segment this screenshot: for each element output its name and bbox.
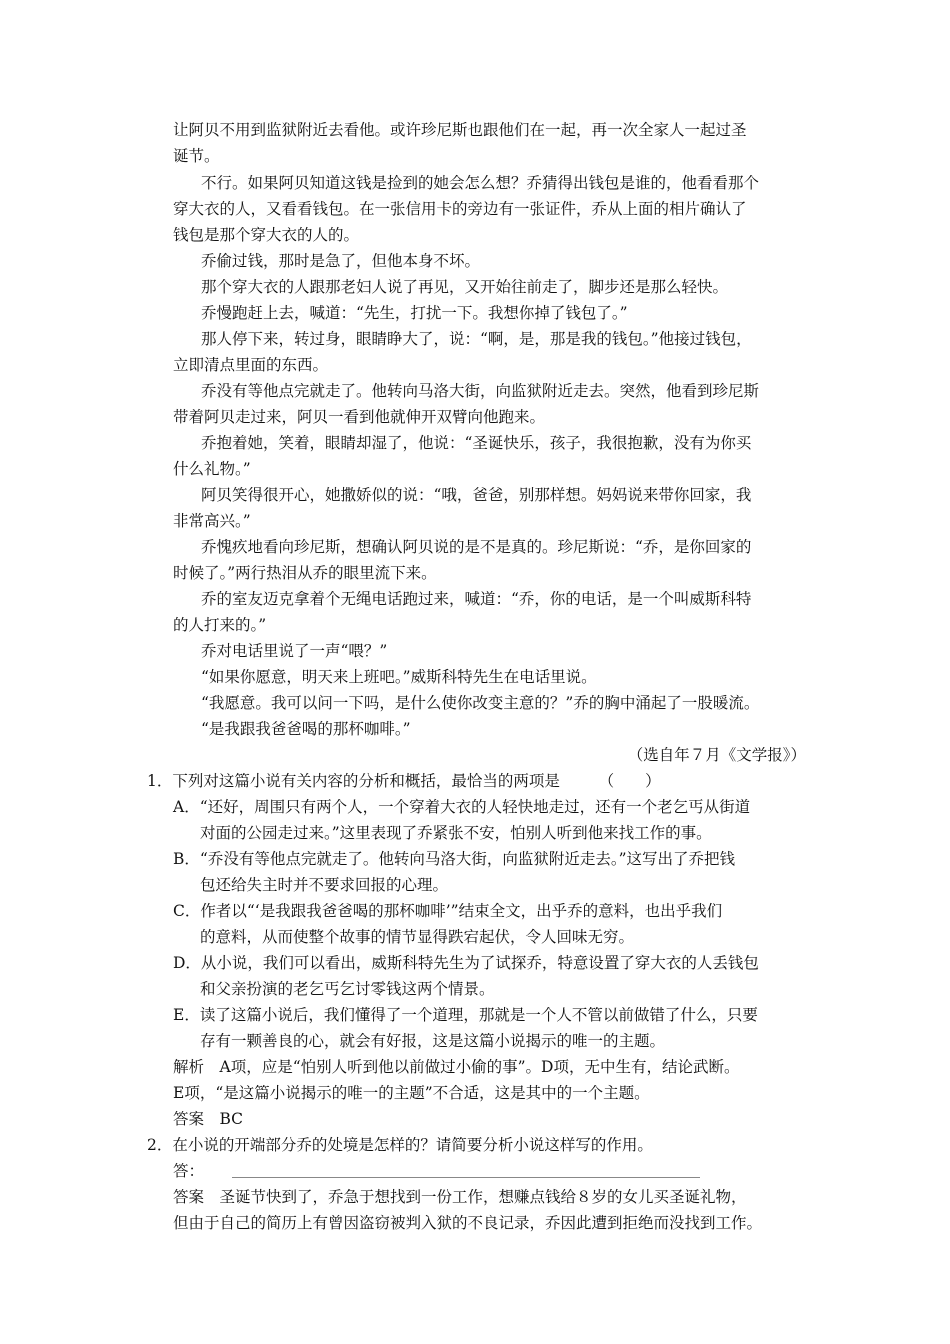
story-line: 那个穿大衣的人跟那老妇人说了再见，又开始往前走了，脚步还是那么轻快。 bbox=[201, 278, 729, 296]
answer-q2-line: 答案 圣诞节快到了，乔急于想找到一份工作，想赚点钱给８岁的女儿买圣诞礼物， bbox=[173, 1188, 747, 1206]
analysis-line: 解析 A项，应是“怕别人听到他以前做过小偷的事”。D项，无中生有，结论武断。 bbox=[173, 1058, 740, 1076]
story-line: 穿大衣的人，又看看钱包。在一张信用卡的旁边有一张证件，乔从上面的相片确认了 bbox=[173, 200, 747, 218]
answer-q1: 答案 BC bbox=[173, 1110, 244, 1128]
story-line: 乔对电话里说了一声“喂？” bbox=[201, 642, 388, 660]
option-c-cont: 的意料，从而使整个故事的情节显得跌宕起伏，令人回味无穷。 bbox=[200, 928, 635, 946]
option-b-cont: 包还给失主时并不要求回报的心理。 bbox=[200, 876, 449, 894]
story-line: 的人打来的。” bbox=[173, 616, 267, 634]
answer-label: 答： bbox=[173, 1162, 205, 1180]
story-line: 乔抱着她，笑着，眼睛却湿了，他说：“圣诞快乐，孩子，我很抱歉，没有为你买 bbox=[201, 434, 752, 452]
source-citation: （选自年７月《文学报》） bbox=[627, 746, 806, 764]
story-line: 那人停下来，转过身，眼睛睁大了，说：“啊，是，那是我的钱包。”他接过钱包， bbox=[201, 330, 752, 348]
story-line: 乔没有等他点完就走了。他转向马洛大街，向监狱附近走去。突然，他看到珍尼斯 bbox=[201, 382, 760, 400]
option-a-cont: 对面的公园走过来。”这里表现了乔紧张不安，怕别人听到他来找工作的事。 bbox=[200, 824, 712, 842]
story-line: 乔慢跑赶上去，喊道：“先生，打扰一下。我想你掉了钱包了。” bbox=[201, 304, 628, 322]
story-line: 乔的室友迈克拿着个无绳电话跑过来，喊道：“乔，你的电话，是一个叫威斯科特 bbox=[201, 590, 752, 608]
story-line: 乔偷过钱，那时是急了，但他本身不坏。 bbox=[201, 252, 481, 270]
question-2-stem: 2．在小说的开端部分乔的处境是怎样的？请简要分析小说这样写的作用。 bbox=[147, 1136, 653, 1154]
story-line: 阿贝笑得很开心，她撒娇似的说：“哦，爸爸，别那样想。妈妈说来带你回家，我 bbox=[201, 486, 752, 504]
answer-blank-line bbox=[232, 1177, 700, 1178]
story-line: 让阿贝不用到监狱附近去看他。或许珍尼斯也跟他们在一起，再一次全家人一起过圣 bbox=[173, 121, 747, 139]
answer-q2-line: 但由于自己的简历上有曾因盗窃被判入狱的不良记录，乔因此遭到拒绝而没找到工作。 bbox=[173, 1214, 763, 1232]
question-1-stem: 1．下列对这篇小说有关内容的分析和概括，最恰当的两项是 （ ） bbox=[147, 772, 661, 790]
story-line: 钱包是那个穿大衣的人的。 bbox=[173, 226, 360, 244]
option-e-cont: 存有一颗善良的心，就会有好报，这是这篇小说揭示的唯一的主题。 bbox=[200, 1032, 666, 1050]
option-a: A．“还好，周围只有两个人，一个穿着大衣的人轻快地走过，还有一个老乞丐从街道 bbox=[173, 798, 751, 816]
option-c: C．作者以“‘是我跟我爸爸喝的那杯咖啡’”结束全文，出乎乔的意料，也出乎我们 bbox=[173, 902, 723, 920]
story-line: 诞节。 bbox=[173, 147, 220, 165]
story-line: 乔愧疚地看向珍尼斯，想确认阿贝说的是不是真的。珍尼斯说：“乔，是你回家的 bbox=[201, 538, 752, 556]
story-line: 立即清点里面的东西。 bbox=[173, 356, 329, 374]
option-d-cont: 和父亲扮演的老乞丐乞讨零钱这两个情景。 bbox=[200, 980, 495, 998]
story-line: 带着阿贝走过来，阿贝一看到他就伸开双臂向他跑来。 bbox=[173, 408, 546, 426]
story-line: 什么礼物。” bbox=[173, 460, 251, 478]
story-line: 不行。如果阿贝知道这钱是捡到的她会怎么想？乔猜得出钱包是谁的，他看看那个 bbox=[201, 174, 760, 192]
option-e: E．读了这篇小说后，我们懂得了一个道理，那就是一个人不管以前做错了什么，只要 bbox=[173, 1006, 758, 1024]
story-line: 非常高兴。” bbox=[173, 512, 251, 530]
story-line: “我愿意。我可以问一下吗，是什么使你改变主意的？”乔的胸中涌起了一股暖流。 bbox=[201, 694, 760, 712]
option-b: B．“乔没有等他点完就走了。他转向马洛大街，向监狱附近走去。”这写出了乔把钱 bbox=[173, 850, 735, 868]
story-line: “如果你愿意，明天来上班吧。”威斯科特先生在电话里说。 bbox=[201, 668, 597, 686]
option-d: D．从小说，我们可以看出，威斯科特先生为了试探乔，特意设置了穿大衣的人丢钱包 bbox=[173, 954, 759, 972]
story-line: 时候了。”两行热泪从乔的眼里流下来。 bbox=[173, 564, 437, 582]
story-line: “是我跟我爸爸喝的那杯咖啡。” bbox=[201, 720, 411, 738]
analysis-line: E项，“是这篇小说揭示的唯一的主题”不合适，这是其中的一个主题。 bbox=[173, 1084, 650, 1102]
